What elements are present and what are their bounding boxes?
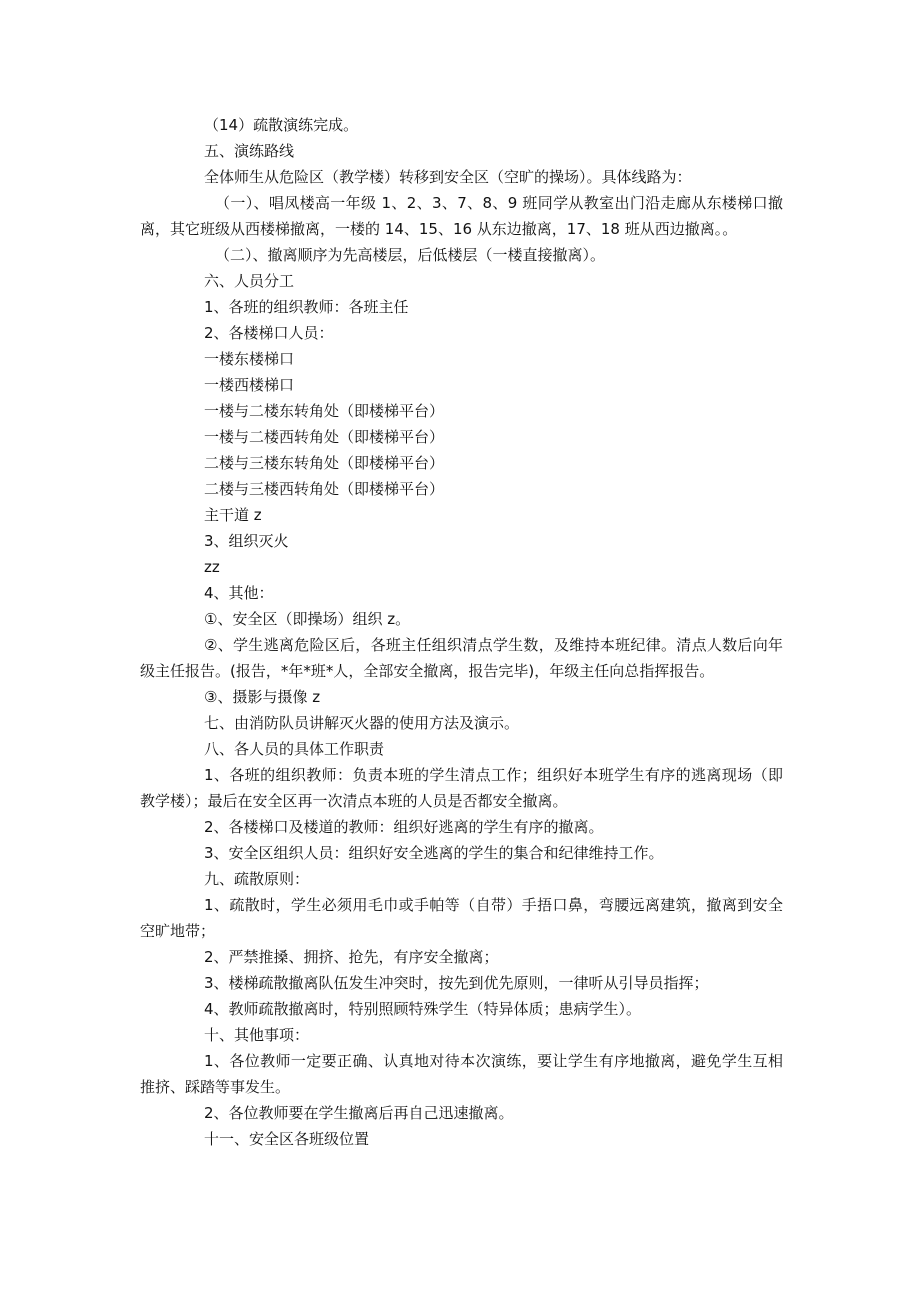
section-heading: 八、各人员的具体工作职责 xyxy=(204,740,385,758)
section-heading: 六、人员分工 xyxy=(204,272,295,290)
paragraph: 一楼东楼梯口 xyxy=(204,350,295,368)
section-heading: 十、其他事项： xyxy=(204,1026,310,1044)
paragraph: 2、各位教师要在学生撤离后再自己迅速撤离。 xyxy=(204,1104,514,1122)
paragraph: 一楼与二楼西转角处（即楼梯平台） xyxy=(204,428,445,446)
document-body xyxy=(140,112,783,1152)
paragraph: ②、学生逃离危险区后，各班主任组织清点学生数，及维持本班纪律。清点人数后向年级主任报告。(报告，*年*班*人，全部安全撤离，报告完毕)，年级主任向总指挥报告。 xyxy=(140,636,783,680)
paragraph: ①、安全区（即操场）组织 z。 xyxy=(204,610,411,628)
paragraph: （二）、撤离顺序为先高楼层，后低楼层（一楼直接撤离）。 xyxy=(215,246,606,264)
paragraph: 二楼与三楼东转角处（即楼梯平台） xyxy=(204,454,445,472)
paragraph: 3、组织灭火 xyxy=(204,532,289,550)
paragraph: 3、安全区组织人员：组织好安全逃离的学生的集合和纪律维持工作。 xyxy=(204,844,664,862)
paragraph: 全体师生从危险区（教学楼）转移到安全区（空旷的操场）。具体线路为： xyxy=(204,168,692,186)
paragraph: 二楼与三楼西转角处（即楼梯平台） xyxy=(204,480,445,498)
section-heading: 七、由消防队员讲解灭火器的使用方法及演示。 xyxy=(204,714,520,732)
paragraph: ③、摄影与摄像 z xyxy=(204,688,321,706)
paragraph: （14）疏散演练完成。 xyxy=(204,116,359,134)
paragraph: 一楼西楼梯口 xyxy=(204,376,295,394)
section-heading: 五、演练路线 xyxy=(204,142,295,160)
paragraph: 4、其他： xyxy=(204,584,274,602)
paragraph: 1、疏散时，学生必须用毛巾或手帕等（自带）手捂口鼻，弯腰远离建筑，撤离到安全空旷地带； xyxy=(140,896,783,940)
section-heading: 九、疏散原则： xyxy=(204,870,310,888)
paragraph: （一）、唱凤楼高一年级 1、2、3、7、8、9 班同学从教室出门沿走廊从东楼梯口撤离，其它班级从西楼梯撤离，一楼的 14、15、16 从东边撤离，17、18 班从西边撤离。。 xyxy=(140,194,783,238)
paragraph: 2、各楼梯口人员： xyxy=(204,324,334,342)
paragraph: zz xyxy=(204,558,220,576)
paragraph: 4、教师疏散撤离时，特别照顾特殊学生（特异体质；患病学生）。 xyxy=(204,1000,642,1018)
paragraph: 2、严禁推搡、拥挤、抢先，有序安全撤离； xyxy=(204,948,499,966)
paragraph: 1、各班的组织教师：负责本班的学生清点工作；组织好本班学生有序的逃离现场（即教学楼）；最后在安全区再一次清点本班的人员是否都安全撤离。 xyxy=(140,766,783,810)
paragraph: 主干道 z xyxy=(204,506,262,524)
paragraph: 1、各班的组织教师：各班主任 xyxy=(204,298,409,316)
paragraph: 3、楼梯疏散撤离队伍发生冲突时，按先到优先原则，一律听从引导员指挥； xyxy=(204,974,709,992)
paragraph: 1、各位教师一定要正确、认真地对待本次演练，要让学生有序地撤离，避免学生互相推挤、踩踏等事发生。 xyxy=(140,1052,783,1096)
paragraph: 2、各楼梯口及楼道的教师：组织好逃离的学生有序的撤离。 xyxy=(204,818,604,836)
section-heading: 十一、安全区各班级位置 xyxy=(204,1130,370,1148)
paragraph: 一楼与二楼东转角处（即楼梯平台） xyxy=(204,402,445,420)
